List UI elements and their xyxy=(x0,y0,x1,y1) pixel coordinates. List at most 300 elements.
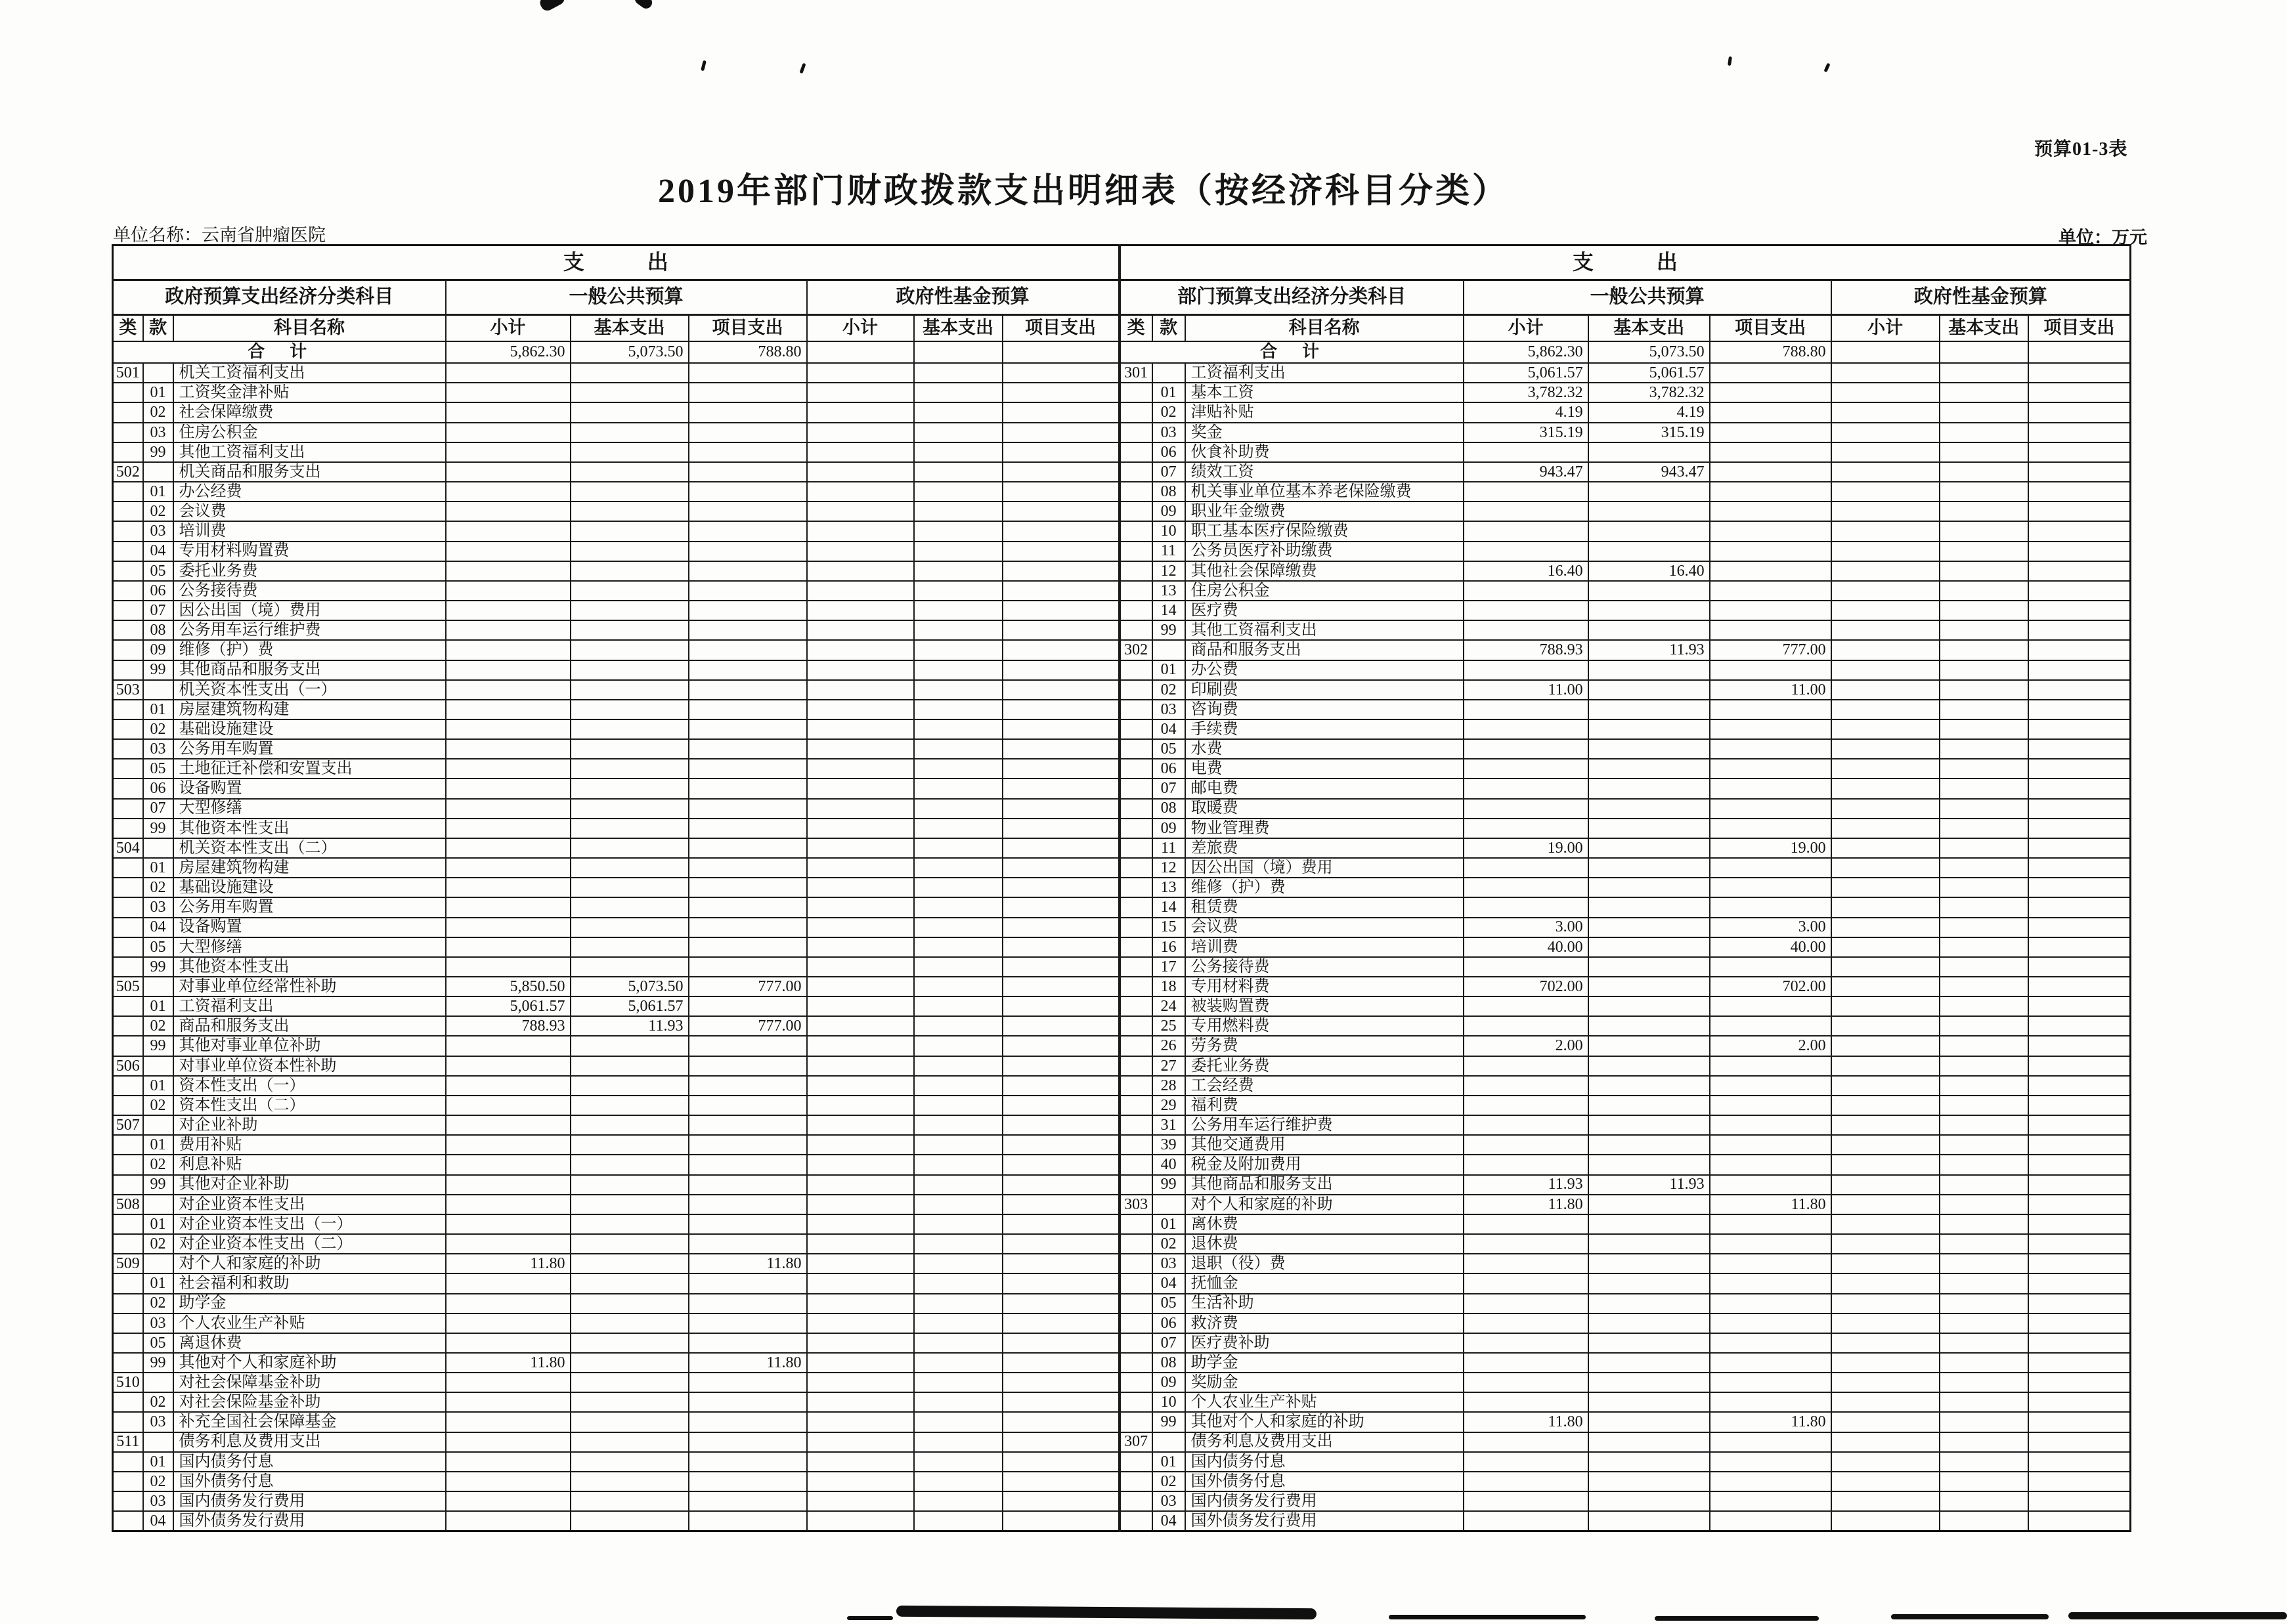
value-cell xyxy=(1831,739,1940,759)
value-cell xyxy=(1003,719,1120,739)
value-cell xyxy=(1831,442,1940,462)
value-cell xyxy=(1940,1333,2028,1353)
item-code-cell: 04 xyxy=(1152,1273,1185,1293)
subject-name-cell: 助学金 xyxy=(173,1294,446,1314)
value-cell: 5,073.50 xyxy=(1588,341,1710,363)
value-cell: 11.80 xyxy=(1710,1412,1831,1432)
value-cell xyxy=(807,1016,914,1036)
item-code-cell: 13 xyxy=(1152,878,1185,897)
value-cell xyxy=(807,482,914,502)
value-cell xyxy=(571,620,689,640)
value-cell xyxy=(1831,1056,1940,1076)
item-code-cell: 03 xyxy=(143,521,173,541)
value-cell xyxy=(2028,660,2131,680)
value-cell xyxy=(914,1016,1003,1036)
class-code-cell xyxy=(113,858,143,878)
value-cell xyxy=(2028,1214,2131,1234)
subject-name-cell: 其他交通费用 xyxy=(1185,1135,1464,1155)
subject-name-cell: 对企业补助 xyxy=(173,1115,446,1135)
project-expense-column-header: 项目支出 xyxy=(2028,315,2131,342)
value-cell: 788.93 xyxy=(1464,640,1588,660)
value-cell xyxy=(1003,897,1120,917)
subject-name-cell: 劳务费 xyxy=(1185,1036,1464,1056)
value-cell xyxy=(1588,1056,1710,1076)
value-cell xyxy=(571,897,689,917)
value-cell xyxy=(689,1392,807,1412)
value-cell xyxy=(1003,878,1120,897)
value-cell xyxy=(1003,1432,1120,1452)
value-cell xyxy=(2028,1392,2131,1412)
value-cell: 5,061.57 xyxy=(1588,363,1710,383)
subject-name-cell: 因公出国（境）费用 xyxy=(1185,858,1464,878)
item-code-cell: 07 xyxy=(143,601,173,620)
value-cell xyxy=(446,897,571,917)
subject-name-cell: 退休费 xyxy=(1185,1234,1464,1254)
total-label-cell: 合 计 xyxy=(1120,341,1464,363)
subject-name-cell: 个人农业生产补贴 xyxy=(173,1314,446,1333)
value-cell: 777.00 xyxy=(689,1016,807,1036)
subtotal-column-header: 小计 xyxy=(446,315,571,342)
value-cell xyxy=(1831,482,1940,502)
value-cell xyxy=(807,1273,914,1293)
value-cell: 40.00 xyxy=(1710,937,1831,957)
value-cell xyxy=(1940,858,2028,878)
value-cell xyxy=(2028,937,2131,957)
value-cell xyxy=(807,1432,914,1452)
value-cell xyxy=(914,779,1003,798)
value-cell xyxy=(1464,542,1588,561)
scan-artifact xyxy=(896,1606,1317,1619)
item-code-cell: 09 xyxy=(1152,819,1185,838)
value-cell xyxy=(1940,1392,2028,1412)
value-cell xyxy=(1003,779,1120,798)
item-code-cell: 01 xyxy=(1152,660,1185,680)
value-cell xyxy=(1940,1314,2028,1333)
value-cell xyxy=(2028,1115,2131,1135)
class-code-cell xyxy=(1120,1294,1152,1314)
value-cell xyxy=(689,640,807,660)
value-cell xyxy=(446,878,571,897)
value-cell xyxy=(914,937,1003,957)
value-cell xyxy=(1003,1273,1120,1293)
value-cell xyxy=(914,1452,1003,1472)
value-cell xyxy=(807,1472,914,1491)
value-cell xyxy=(1464,819,1588,838)
value-cell: 11.00 xyxy=(1710,680,1831,700)
value-cell xyxy=(1831,1432,1940,1452)
value-cell xyxy=(1831,423,1940,442)
subject-name-cell: 商品和服务支出 xyxy=(1185,640,1464,660)
table-row xyxy=(113,561,2131,581)
class-code-cell xyxy=(113,1472,143,1491)
value-cell xyxy=(2028,502,2131,521)
class-code-cell xyxy=(113,1452,143,1472)
value-cell xyxy=(1588,1511,1710,1531)
value-cell xyxy=(1710,858,1831,878)
class-code-cell xyxy=(1120,402,1152,422)
value-cell xyxy=(1464,1511,1588,1531)
value-cell xyxy=(914,1096,1003,1115)
value-cell xyxy=(446,1096,571,1115)
class-code-cell xyxy=(113,640,143,660)
value-cell xyxy=(2028,1195,2131,1214)
item-code-cell: 99 xyxy=(143,819,173,838)
subject-name-cell: 委托业务费 xyxy=(173,561,446,581)
value-cell xyxy=(1464,1076,1588,1096)
value-cell xyxy=(2028,1491,2131,1511)
value-cell xyxy=(1003,1036,1120,1056)
value-cell xyxy=(689,521,807,541)
subject-name-cell: 津贴补贴 xyxy=(1185,402,1464,422)
value-cell xyxy=(571,482,689,502)
item-code-cell xyxy=(143,1056,173,1076)
item-code-cell: 03 xyxy=(1152,423,1185,442)
value-cell xyxy=(571,660,689,680)
value-cell xyxy=(1588,442,1710,462)
value-cell xyxy=(914,1432,1003,1452)
item-code-cell: 03 xyxy=(1152,1254,1185,1273)
class-code-cell: 508 xyxy=(113,1195,143,1214)
table-row xyxy=(113,383,2131,402)
value-cell xyxy=(1588,680,1710,700)
class-code-cell: 505 xyxy=(113,977,143,996)
value-cell xyxy=(1940,383,2028,402)
class-code-cell xyxy=(1120,1155,1152,1174)
value-cell xyxy=(1940,502,2028,521)
class-column-header: 类 xyxy=(113,315,143,342)
class-code-cell xyxy=(1120,680,1152,700)
class-code-cell xyxy=(1120,996,1152,1016)
value-cell xyxy=(571,838,689,858)
value-cell xyxy=(1710,1254,1831,1273)
class-code-cell xyxy=(113,1273,143,1293)
value-cell xyxy=(914,1273,1003,1293)
value-cell xyxy=(1940,700,2028,719)
value-cell xyxy=(1710,1175,1831,1195)
subject-name-cell: 其他商品和服务支出 xyxy=(173,660,446,680)
value-cell xyxy=(1003,1333,1120,1353)
class-code-cell xyxy=(1120,858,1152,878)
value-cell xyxy=(1831,957,1940,977)
value-cell xyxy=(1464,660,1588,680)
value-cell xyxy=(1831,719,1940,739)
scan-artifact xyxy=(1891,1614,2049,1619)
value-cell xyxy=(446,1175,571,1195)
value-cell xyxy=(689,561,807,581)
value-cell xyxy=(1588,1472,1710,1491)
table-row xyxy=(113,719,2131,739)
scan-artifact xyxy=(632,0,654,11)
class-code-cell: 511 xyxy=(113,1432,143,1452)
value-cell xyxy=(571,937,689,957)
value-cell xyxy=(1464,739,1588,759)
subject-name-cell: 机关事业单位基本养老保险缴费 xyxy=(1185,482,1464,502)
table-row xyxy=(113,838,2131,858)
value-cell xyxy=(571,521,689,541)
value-cell xyxy=(571,719,689,739)
value-cell xyxy=(1940,1432,2028,1452)
table-row xyxy=(113,1432,2131,1452)
value-cell xyxy=(689,1333,807,1353)
value-cell xyxy=(1940,1273,2028,1293)
value-cell xyxy=(914,363,1003,383)
item-code-cell: 39 xyxy=(1152,1135,1185,1155)
value-cell xyxy=(1588,779,1710,798)
item-code-cell: 99 xyxy=(143,1175,173,1195)
value-cell xyxy=(1464,1333,1588,1353)
class-code-cell xyxy=(113,601,143,620)
value-cell xyxy=(1831,1135,1940,1155)
subject-name-cell: 住房公积金 xyxy=(1185,581,1464,601)
item-code-cell: 04 xyxy=(143,542,173,561)
subject-name-column-header: 科目名称 xyxy=(173,315,446,342)
basic-expense-column-header: 基本支出 xyxy=(1588,315,1710,342)
table-row xyxy=(113,640,2131,660)
class-code-cell xyxy=(113,937,143,957)
table-row xyxy=(113,1491,2131,1511)
subject-name-cell: 工会经费 xyxy=(1185,1076,1464,1096)
value-cell: 2.00 xyxy=(1464,1036,1588,1056)
class-code-cell xyxy=(1120,1214,1152,1234)
item-code-cell: 03 xyxy=(143,1491,173,1511)
table-row xyxy=(113,402,2131,422)
value-cell xyxy=(1464,1314,1588,1333)
value-cell xyxy=(571,502,689,521)
value-cell xyxy=(914,759,1003,779)
subject-name-cell: 离退休费 xyxy=(173,1333,446,1353)
class-code-cell xyxy=(113,482,143,502)
value-cell xyxy=(1003,1096,1120,1115)
value-cell xyxy=(446,1412,571,1432)
value-cell xyxy=(1940,680,2028,700)
class-code-cell xyxy=(113,521,143,541)
unit-name-label: 单位名称：云南省肿瘤医院 xyxy=(113,225,326,245)
value-cell xyxy=(1464,502,1588,521)
class-code-cell xyxy=(113,739,143,759)
value-cell xyxy=(1940,423,2028,442)
value-cell xyxy=(807,502,914,521)
value-cell xyxy=(1831,1333,1940,1353)
item-code-cell: 14 xyxy=(1152,601,1185,620)
value-cell xyxy=(914,482,1003,502)
value-cell xyxy=(807,1511,914,1531)
class-code-cell xyxy=(113,700,143,719)
item-code-cell: 02 xyxy=(143,402,173,422)
value-cell xyxy=(2028,561,2131,581)
scan-artifact xyxy=(847,1616,893,1620)
value-cell xyxy=(446,858,571,878)
value-cell xyxy=(1588,660,1710,680)
value-cell xyxy=(1710,363,1831,383)
value-cell xyxy=(689,700,807,719)
table-row xyxy=(113,759,2131,779)
subject-name-cell: 福利费 xyxy=(1185,1096,1464,1115)
value-cell xyxy=(1940,1195,2028,1214)
class-code-cell xyxy=(113,581,143,601)
value-cell xyxy=(446,918,571,937)
value-cell xyxy=(1588,1392,1710,1412)
value-cell xyxy=(446,601,571,620)
table-row xyxy=(113,680,2131,700)
item-code-cell: 02 xyxy=(1152,1234,1185,1254)
value-cell xyxy=(1710,719,1831,739)
item-code-cell: 16 xyxy=(1152,937,1185,957)
value-cell xyxy=(1588,700,1710,719)
item-code-cell: 04 xyxy=(143,918,173,937)
item-code-cell: 01 xyxy=(143,1135,173,1155)
value-cell xyxy=(914,1135,1003,1155)
value-cell xyxy=(1940,897,2028,917)
value-cell xyxy=(1003,482,1120,502)
value-cell xyxy=(1710,462,1831,482)
value-cell xyxy=(1831,1294,1940,1314)
subject-name-cell: 租赁费 xyxy=(1185,897,1464,917)
value-cell xyxy=(689,1273,807,1293)
subject-name-cell: 机关资本性支出（二） xyxy=(173,838,446,858)
item-code-cell: 12 xyxy=(1152,561,1185,581)
value-cell xyxy=(1831,521,1940,541)
class-code-cell xyxy=(1120,700,1152,719)
value-cell xyxy=(914,402,1003,422)
value-cell xyxy=(1003,1115,1120,1135)
item-code-cell: 02 xyxy=(143,1234,173,1254)
value-cell xyxy=(571,1314,689,1333)
subject-name-cell: 国内债务付息 xyxy=(173,1452,446,1472)
subject-name-cell: 电费 xyxy=(1185,759,1464,779)
subject-name-cell: 社会福利和救助 xyxy=(173,1273,446,1293)
value-cell xyxy=(2028,442,2131,462)
value-cell xyxy=(1940,1214,2028,1234)
value-cell xyxy=(2028,601,2131,620)
subject-name-cell: 公务接待费 xyxy=(1185,957,1464,977)
subject-name-cell: 邮电费 xyxy=(1185,779,1464,798)
value-cell xyxy=(807,1036,914,1056)
value-cell xyxy=(807,1491,914,1511)
value-cell xyxy=(1710,1392,1831,1412)
value-cell xyxy=(571,1294,689,1314)
value-cell xyxy=(807,1195,914,1214)
value-cell xyxy=(1831,542,1940,561)
value-cell xyxy=(571,1214,689,1234)
value-cell xyxy=(1588,1353,1710,1373)
value-cell xyxy=(914,1392,1003,1412)
value-cell xyxy=(914,521,1003,541)
class-code-cell xyxy=(1120,1472,1152,1491)
value-cell xyxy=(1940,1155,2028,1174)
subject-name-cell: 职业年金缴费 xyxy=(1185,502,1464,521)
class-code-cell xyxy=(1120,878,1152,897)
item-code-cell: 06 xyxy=(1152,759,1185,779)
value-cell xyxy=(1831,977,1940,996)
value-cell xyxy=(1588,1214,1710,1234)
subject-name-cell: 公务接待费 xyxy=(173,581,446,601)
value-cell xyxy=(807,640,914,660)
class-code-cell xyxy=(1120,1314,1152,1333)
item-code-cell: 02 xyxy=(1152,1472,1185,1491)
value-cell xyxy=(1003,1511,1120,1531)
value-cell xyxy=(689,1432,807,1452)
value-cell xyxy=(1710,1452,1831,1472)
subject-name-cell: 取暖费 xyxy=(1185,799,1464,819)
subject-name-cell: 公务用车购置 xyxy=(173,897,446,917)
value-cell xyxy=(914,1195,1003,1214)
subject-name-cell: 职工基本医疗保险缴费 xyxy=(1185,521,1464,541)
value-cell xyxy=(446,680,571,700)
table-row xyxy=(113,482,2131,502)
value-cell: 788.80 xyxy=(689,341,807,363)
value-cell: 11.93 xyxy=(1588,640,1710,660)
subject-name-cell: 手续费 xyxy=(1185,719,1464,739)
class-code-cell: 303 xyxy=(1120,1195,1152,1214)
subject-name-cell: 国外债务发行费用 xyxy=(173,1511,446,1531)
value-cell xyxy=(1464,799,1588,819)
item-code-cell: 14 xyxy=(1152,897,1185,917)
value-cell xyxy=(914,1155,1003,1174)
value-cell xyxy=(1710,1432,1831,1452)
class-code-cell xyxy=(1120,897,1152,917)
value-cell xyxy=(2028,1234,2131,1254)
table-row xyxy=(113,620,2131,640)
subject-name-cell: 费用补贴 xyxy=(173,1135,446,1155)
value-cell xyxy=(2028,542,2131,561)
subject-name-cell: 专用材料费 xyxy=(1185,977,1464,996)
value-cell xyxy=(914,739,1003,759)
scan-artifact xyxy=(2068,1612,2287,1619)
subject-name-cell: 会议费 xyxy=(1185,918,1464,937)
table-row xyxy=(113,897,2131,917)
value-cell xyxy=(2028,739,2131,759)
value-cell xyxy=(1831,383,1940,402)
item-code-cell: 05 xyxy=(143,561,173,581)
value-cell xyxy=(1940,1056,2028,1076)
class-code-cell xyxy=(1120,1096,1152,1115)
value-cell: 5,862.30 xyxy=(446,341,571,363)
item-code-cell: 15 xyxy=(1152,918,1185,937)
item-code-cell: 99 xyxy=(1152,1412,1185,1432)
value-cell: 702.00 xyxy=(1464,977,1588,996)
class-code-cell xyxy=(1120,521,1152,541)
value-cell xyxy=(1588,581,1710,601)
table-row xyxy=(113,977,2131,996)
value-cell xyxy=(1003,1294,1120,1314)
value-cell xyxy=(914,700,1003,719)
subject-name-cell: 房屋建筑物构建 xyxy=(173,858,446,878)
value-cell xyxy=(807,363,914,383)
value-cell xyxy=(1831,1175,1940,1195)
subject-name-cell: 债务利息及费用支出 xyxy=(173,1432,446,1452)
value-cell: 40.00 xyxy=(1464,937,1588,957)
value-cell xyxy=(807,521,914,541)
subject-name-cell: 差旅费 xyxy=(1185,838,1464,858)
subject-name-cell: 工资奖金津补贴 xyxy=(173,383,446,402)
value-cell xyxy=(689,1234,807,1254)
value-cell xyxy=(1003,660,1120,680)
subject-name-cell: 工资福利支出 xyxy=(173,996,446,1016)
item-code-cell: 07 xyxy=(1152,462,1185,482)
value-cell xyxy=(1003,1135,1120,1155)
subject-name-cell: 国外债务发行费用 xyxy=(1185,1511,1464,1531)
value-cell xyxy=(914,601,1003,620)
value-cell xyxy=(446,1432,571,1452)
value-cell xyxy=(446,1214,571,1234)
table-row xyxy=(113,1314,2131,1333)
basic-expense-column-header: 基本支出 xyxy=(914,315,1003,342)
value-cell xyxy=(914,1472,1003,1491)
item-code-cell: 31 xyxy=(1152,1115,1185,1135)
item-code-cell: 02 xyxy=(143,1155,173,1174)
value-cell xyxy=(1464,1472,1588,1491)
value-cell: 5,073.50 xyxy=(571,341,689,363)
